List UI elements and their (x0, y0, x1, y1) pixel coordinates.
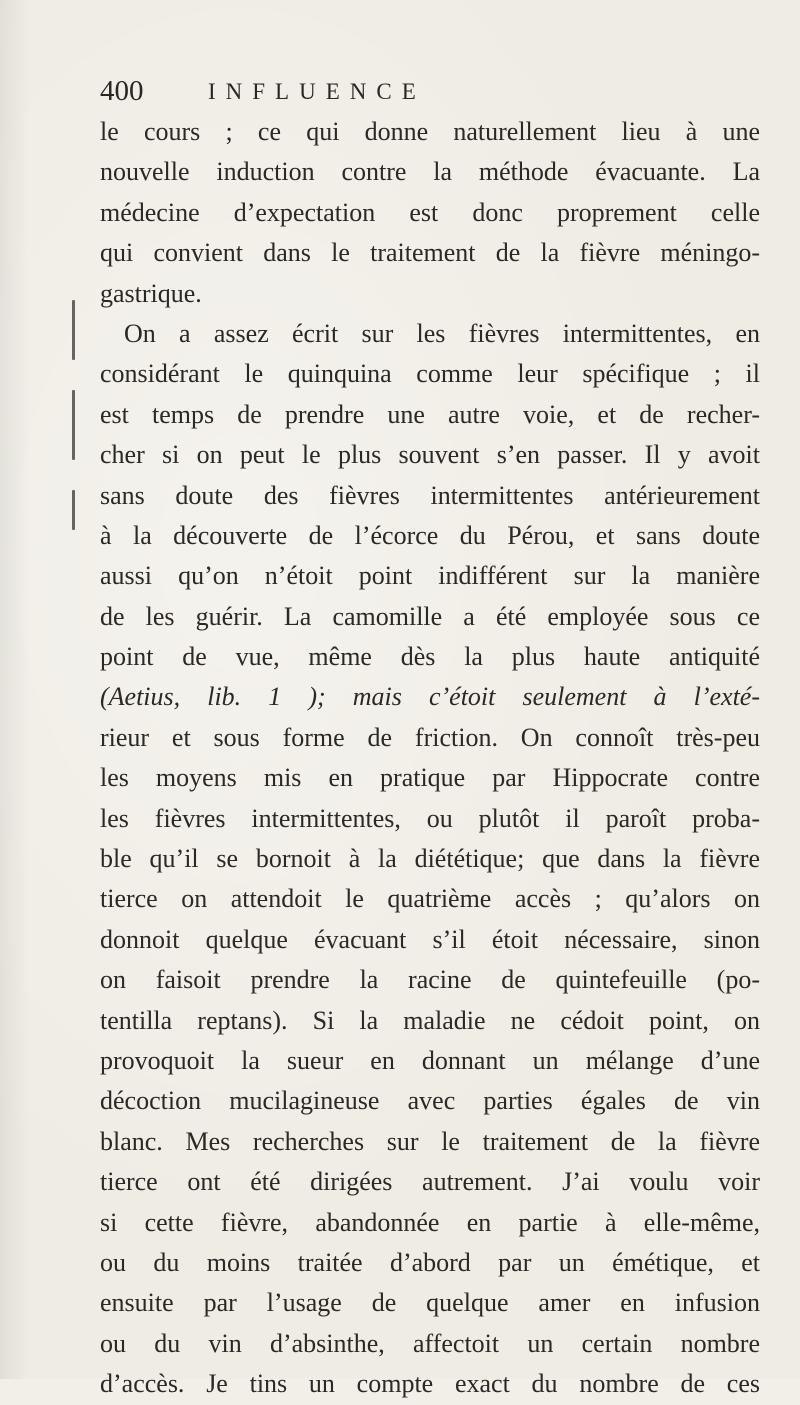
page-header (100, 75, 760, 111)
running-head: INFLUENCE (208, 79, 426, 104)
text-line: (Aetius, lib. 1 ); mais c’étoit seulement à l’exté- (100, 682, 760, 712)
text-line: point de vue, même dès la plus haute antiquité (100, 642, 760, 672)
text-line: ble qu’il se bornoit à la diététique; que dans la fièvre (100, 844, 760, 874)
body-text (100, 112, 760, 1405)
text-line: sans doute des fièvres intermittentes antérieurement (100, 480, 760, 510)
margin-mark (72, 300, 75, 360)
text-line: médecine d’expectation est donc proprement celle (100, 197, 760, 227)
page-number: 400 (100, 75, 144, 107)
text-line: tentilla reptans). Si la maladie ne cédoit point, on (100, 1005, 760, 1035)
text-line: si cette fièvre, abandonnée en partie à elle-même, (100, 1207, 760, 1237)
text-line: considérant le quinquina comme leur spécifique ; il (100, 359, 760, 389)
text-line: les fièvres intermittentes, ou plutôt il paroît proba- (100, 803, 760, 833)
margin-mark (72, 390, 75, 460)
text-line: d’accès. Je tins un compte exact du nombre de ces (100, 1369, 760, 1399)
text-line: ou du moins traitée d’abord par un émétique, et (100, 1247, 760, 1277)
text-line: qui convient dans le traitement de la fièvre méningo- (100, 238, 760, 268)
text-line: nouvelle induction contre la méthode évacuante. La (100, 157, 760, 187)
margin-pencil-marks (72, 300, 76, 610)
text-line: blanc. Mes recherches sur le traitement de la fièvre (100, 1126, 760, 1156)
text-line: décoction mucilagineuse avec parties égales de vin (100, 1086, 760, 1116)
text-line: rieur et sous forme de friction. On connoît très-peu (100, 722, 760, 752)
text-line: de les guérir. La camomille a été employée sous ce (100, 601, 760, 631)
text-line: est temps de prendre une autre voie, et de recher- (100, 399, 760, 429)
text-line: tierce on attendoit le quatrième accès ; qu’alors on (100, 884, 760, 914)
gutter-shadow (0, 0, 30, 1379)
text-line: donnoit quelque évacuant s’il étoit nécessaire, sinon (100, 924, 760, 954)
text-line: ou du vin d’absinthe, affectoit un certain nombre (100, 1328, 760, 1358)
text-line: aussi qu’on n’étoit point indifférent sur la manière (100, 561, 760, 591)
text-line: tierce ont été dirigées autrement. J’ai voulu voir (100, 1167, 760, 1197)
text-line: gastrique. (100, 278, 202, 308)
text-line: cher si on peut le plus souvent s’en passer. Il y avoit (100, 440, 760, 470)
margin-mark (72, 490, 75, 530)
text-line: On a assez écrit sur les fièvres intermittentes, en (124, 318, 760, 348)
text-line: le cours ; ce qui donne naturellement lieu à une (100, 117, 760, 146)
text-line: les moyens mis en pratique par Hippocrate contre (100, 763, 760, 793)
text-line: provoquoit la sueur en donnant un mélange d’une (100, 1045, 760, 1075)
text-line: à la découverte de l’écorce du Pérou, et sans doute (100, 520, 760, 550)
text-line: ensuite par l’usage de quelque amer en infusion (100, 1288, 760, 1318)
text-line: on faisoit prendre la racine de quintefeuille (po- (100, 965, 760, 995)
